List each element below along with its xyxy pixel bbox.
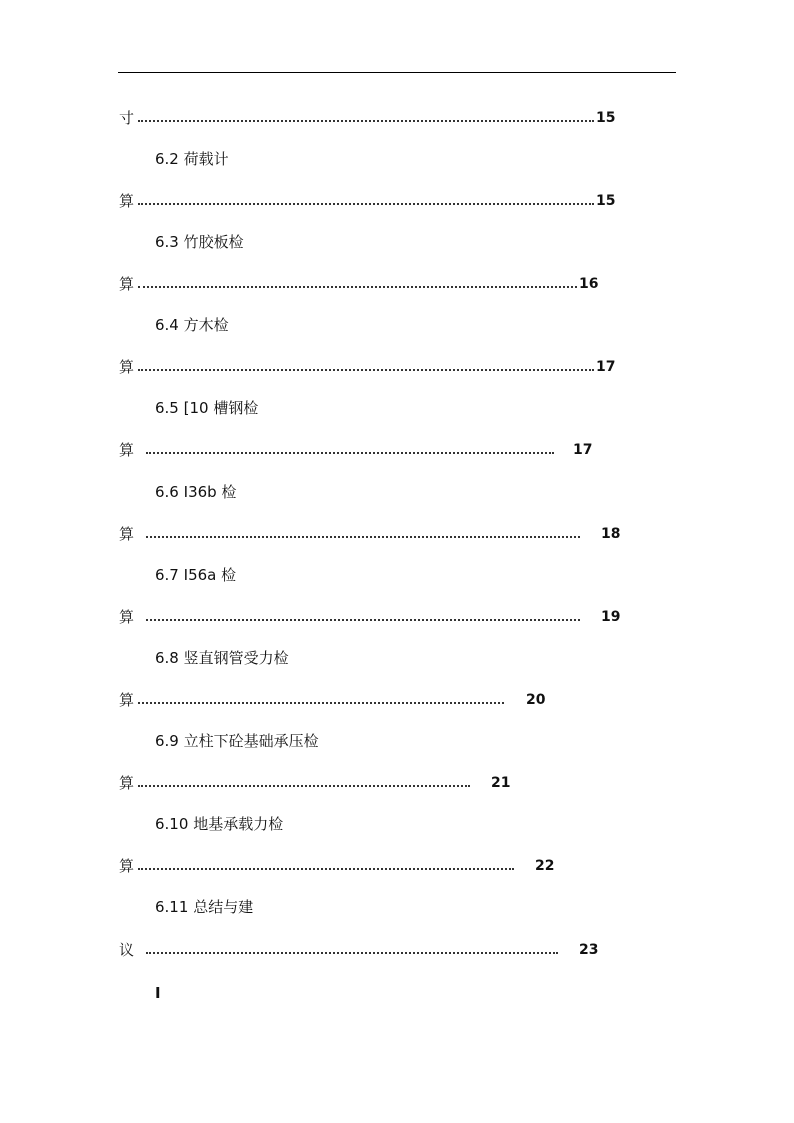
toc-section-number: 6.4 — [155, 316, 179, 334]
toc-section-number: 6.11 — [155, 898, 189, 916]
toc-section-number: 6.9 — [155, 732, 179, 750]
toc-heading-6-5 — [155, 398, 258, 418]
toc-heading-6-3 — [155, 232, 244, 252]
toc-entry-lead: 寸 — [119, 109, 135, 127]
toc-section-title: 总结与建 — [193, 898, 254, 916]
toc-section-title: [10 槽钢检 — [183, 399, 259, 417]
toc-page-number: 15 — [596, 193, 616, 209]
toc-heading-6-2 — [155, 149, 229, 169]
toc-page-number: 15 — [596, 110, 616, 126]
toc-heading-6-4 — [155, 315, 229, 335]
toc-section-title: 竹胶板检 — [183, 233, 244, 251]
toc-leader-dots — [146, 452, 554, 454]
toc-entry-6-7[interactable] — [119, 607, 639, 627]
toc-section-title: 荷载计 — [183, 150, 229, 168]
toc-section-number: 6.7 — [155, 566, 179, 584]
toc-entry-lead: 算 — [119, 275, 135, 293]
toc-section-title: I36b 检 — [183, 483, 237, 501]
toc-entry-continuation[interactable] — [119, 108, 639, 128]
page-marker: I — [155, 984, 161, 1002]
toc-entry-lead: 算 — [119, 774, 135, 792]
toc-page-number: 17 — [573, 442, 593, 458]
toc-section-number: 6.10 — [155, 815, 189, 833]
toc-heading-6-8 — [155, 648, 289, 668]
toc-entry-6-9[interactable] — [119, 773, 539, 793]
toc-entry-lead: 算 — [119, 691, 135, 709]
toc-entry-6-3[interactable] — [119, 274, 619, 294]
toc-page-number: 21 — [491, 775, 511, 791]
toc-section-title: 方木检 — [183, 316, 229, 334]
toc-entry-6-10[interactable] — [119, 856, 579, 876]
toc-heading-6-11 — [155, 897, 253, 917]
toc-section-number: 6.5 — [155, 399, 179, 417]
toc-leader-dots — [138, 120, 594, 122]
toc-leader-dots — [138, 785, 470, 787]
toc-entry-lead: 算 — [119, 358, 135, 376]
toc-section-number: 6.3 — [155, 233, 179, 251]
toc-heading-6-7 — [155, 565, 236, 585]
toc-leader-dots — [138, 702, 504, 704]
toc-leader-dots — [146, 619, 580, 621]
toc-page-number: 18 — [601, 526, 621, 542]
toc-section-number: 6.8 — [155, 649, 179, 667]
toc-entry-6-4[interactable] — [119, 357, 639, 377]
toc-page-number: 17 — [596, 359, 616, 375]
toc-section-title: I56a 检 — [183, 566, 237, 584]
toc-entry-6-11[interactable] — [119, 940, 619, 960]
toc-entry-lead: 议 — [119, 941, 135, 959]
toc-page-number: 23 — [579, 942, 599, 958]
toc-page-number: 22 — [535, 858, 555, 874]
toc-entry-lead: 算 — [119, 857, 135, 875]
toc-entry-6-6[interactable] — [119, 524, 639, 544]
toc-leader-dots — [138, 203, 594, 205]
toc-leader-dots — [146, 536, 580, 538]
toc-leader-dots — [146, 952, 558, 954]
toc-entry-6-8[interactable] — [119, 690, 569, 710]
toc-page-number: 20 — [526, 692, 546, 708]
toc-leader-dots — [138, 286, 577, 288]
toc-entry-6-5[interactable] — [119, 440, 619, 460]
toc-section-number: 6.6 — [155, 483, 179, 501]
toc-section-title: 竖直钢管受力检 — [183, 649, 289, 667]
toc-leader-dots — [138, 369, 594, 371]
toc-entry-lead: 算 — [119, 192, 135, 210]
toc-entry-lead: 算 — [119, 441, 135, 459]
toc-page-number: 19 — [601, 609, 621, 625]
toc-entry-lead: 算 — [119, 525, 135, 543]
toc-heading-6-6 — [155, 482, 236, 502]
toc-heading-6-10 — [155, 814, 283, 834]
toc-section-title: 地基承载力检 — [193, 815, 284, 833]
toc-entry-lead: 算 — [119, 608, 135, 626]
toc-page-number: 16 — [579, 276, 599, 292]
toc-heading-6-9 — [155, 731, 319, 751]
toc-leader-dots — [138, 868, 514, 870]
toc-section-number: 6.2 — [155, 150, 179, 168]
toc-entry-6-2[interactable] — [119, 191, 639, 211]
toc-section-title: 立柱下砼基础承压检 — [183, 732, 319, 750]
